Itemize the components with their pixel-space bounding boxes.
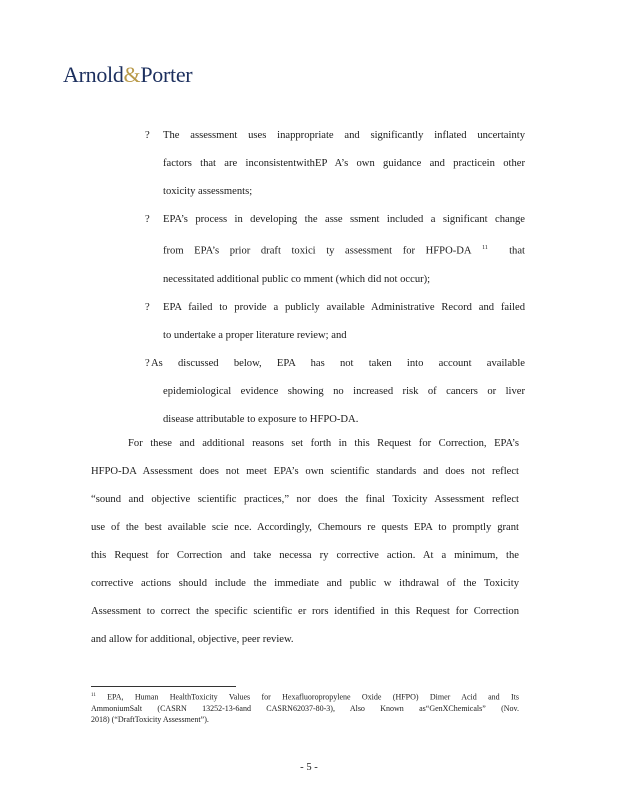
bullet-item-3 bbox=[145, 294, 525, 350]
footnote bbox=[91, 690, 519, 725]
text-line: disease attributable to exposure to HFPO-DA. bbox=[163, 413, 359, 425]
bullet-item-4 bbox=[145, 350, 525, 434]
logo-text-arnold: Arnold bbox=[63, 62, 124, 87]
text-line: use of the best available scie nce. Accordingly, Chemours re quests EPA to promptly grant bbox=[91, 522, 519, 533]
bullet-marker: ? bbox=[145, 214, 150, 225]
text-line: to undertake a proper literature review; and bbox=[163, 329, 347, 341]
text-line: “sound and objective scientific practices,” nor does the final Toxicity Assessment reflect bbox=[91, 494, 519, 505]
text-line-with-footnote bbox=[145, 234, 525, 266]
bullet-item-2 bbox=[145, 206, 525, 294]
text-line: from EPA’s prior draft toxici ty assessment for HFPO-DA bbox=[163, 245, 472, 257]
text-line: toxicity assessments; bbox=[163, 186, 253, 197]
footnote-line: 2018) (“DraftToxicity Assessment”). bbox=[91, 714, 209, 724]
text-line: The assessment uses inappropriate and significantly inflated uncertainty bbox=[163, 130, 525, 141]
text-line: epidemiological evidence showing no increased risk of cancers or liver bbox=[163, 385, 525, 397]
bullet-list bbox=[145, 122, 525, 434]
text-line: and allow for additional, objective, peer review. bbox=[91, 634, 294, 645]
footnote-number: 11 bbox=[91, 693, 96, 698]
logo-ampersand: & bbox=[123, 62, 141, 87]
footnote-separator bbox=[91, 686, 236, 687]
page-number: - 5 - bbox=[300, 762, 318, 773]
text-line: As discussed below, EPA has not taken into account available bbox=[151, 357, 525, 369]
footnote-line bbox=[91, 690, 519, 703]
bullet-marker: ? bbox=[145, 357, 150, 369]
body-paragraph bbox=[91, 430, 519, 654]
bullet-item-1 bbox=[145, 122, 525, 206]
bullet-marker: ? bbox=[145, 130, 150, 141]
text-line: HFPO-DA Assessment does not meet EPA’s own scientific standards and does not reflect bbox=[91, 466, 519, 477]
text-line: this Request for Correction and take necessa ry corrective action. At a minimum, the bbox=[91, 550, 519, 561]
footnote-line: AmmoniumSalt (CASRN 13252-13-6and CASRN62037-80-3), Also Known as“GenXChemicals” (Nov. bbox=[91, 703, 519, 713]
logo-text-porter: Porter bbox=[140, 62, 193, 87]
text-line: For these and additional reasons set forth in this Request for Correction, EPA’s bbox=[128, 438, 519, 449]
text-line-tail: that bbox=[509, 245, 525, 257]
arnold-porter-logo bbox=[63, 62, 192, 88]
text-line: Assessment to correct the specific scientific er rors identified in this Request for Correction bbox=[91, 606, 519, 617]
text-line: factors that are inconsistentwithEP A’s own guidance and practicein other bbox=[163, 158, 525, 169]
text-line: EPA’s process in developing the asse ssment included a significant change bbox=[163, 214, 525, 225]
text-line: corrective actions should include the immediate and public w ithdrawal of the Toxicity bbox=[91, 578, 519, 589]
footnote-text: EPA, Human HealthToxicity Values for Hexafluoropropylene Oxide (HFPO) Dimer Acid and Its bbox=[107, 692, 519, 702]
footnote-reference[interactable]: 11 bbox=[482, 245, 488, 251]
text-line: necessitated additional public co mment (which did not occur); bbox=[163, 273, 431, 285]
bullet-marker: ? bbox=[145, 301, 150, 313]
text-line: EPA failed to provide a publicly available Administrative Record and failed bbox=[163, 301, 525, 313]
